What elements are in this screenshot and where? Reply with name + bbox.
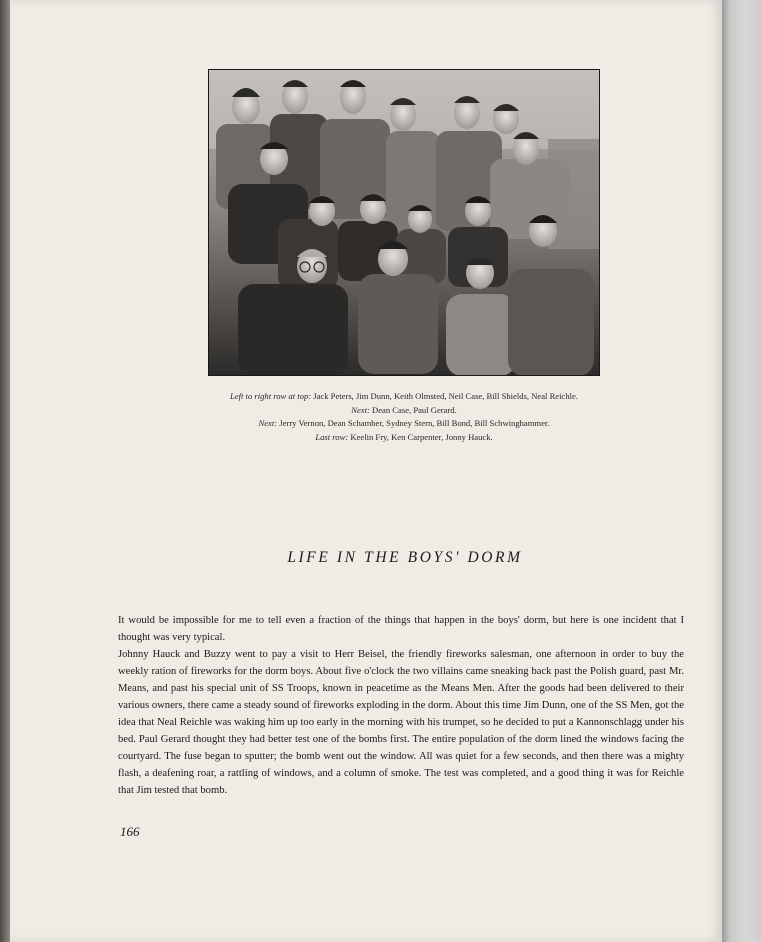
- photo-caption: [190, 390, 618, 444]
- paragraph-story: Johnny Hauck and Buzzy went to pay a visit to Herr Beisel, the friendly fireworks salesman, one afternoon in order to buy the weekly ration of fireworks for the dorm boys. About five o'clock the two villains came sneaking back past the Polish guard, past Mr. Means, and past his special unit of SS Troops, known in peacetime as the Means Men. After the goods had been delivered to their various owners, there came a steady sound of fireworks exploding in the dorm. About this time Jim Dunn, one of the SS Men, got the idea that Neal Reichle was waking him up too early in the morning with his trumpet, so he decided to put a Kannonschlagg under his bed. Paul Gerard thought they had better test one of the bombs first. The entire population of the dorm lined the windows facing the courtyard. The fuse began to sputter; the bomb went out the window. All was quiet for a few seconds, and then there was a mighty flash, a deafening roar, a rattling of windows, and a column of smoke. The test was completed, and a good thing it was for Reichle that Jim tested that bomb.: [118, 649, 684, 796]
- page-number: 166: [120, 824, 140, 839]
- caption-line-last-row: [190, 431, 618, 445]
- paragraph-intro: It would be impossible for me to tell even a fraction of the things that happen in the boys' dorm, but here is one incident that I thought was very typical.: [118, 615, 684, 643]
- caption-row1-lead: Left to right row at top:: [230, 391, 312, 401]
- caption-row3-lead: Next:: [258, 418, 278, 429]
- page-edge: [722, 0, 761, 942]
- caption-row2-lead: Next:: [351, 404, 370, 415]
- group-photo: [208, 69, 600, 376]
- caption-line-third-row: [190, 417, 618, 431]
- caption-row3-names: Jerry Vernon, Dean Schamber, Sydney Stern, Bill Bond, Bill Schwinghammer.: [279, 418, 550, 429]
- caption-line-second-row: [190, 404, 618, 418]
- group-photo-illustration: [208, 69, 600, 376]
- caption-row4-names: Keelin Fry, Ken Carpenter, Jonny Hauck.: [350, 431, 493, 442]
- article-body: [118, 612, 684, 799]
- book-gutter-shadow: [0, 0, 10, 942]
- caption-row1-names: Jack Peters, Jim Dunn, Keith Olmsted, Neil Case, Bill Shields, Neal Reichle.: [313, 391, 578, 401]
- caption-row4-lead: Last row:: [315, 431, 349, 442]
- article-title: LIFE IN THE BOYS' DORM: [287, 549, 523, 566]
- caption-line-top-row: [190, 390, 618, 404]
- caption-row2-names: Dean Case, Paul Gerard.: [372, 404, 457, 415]
